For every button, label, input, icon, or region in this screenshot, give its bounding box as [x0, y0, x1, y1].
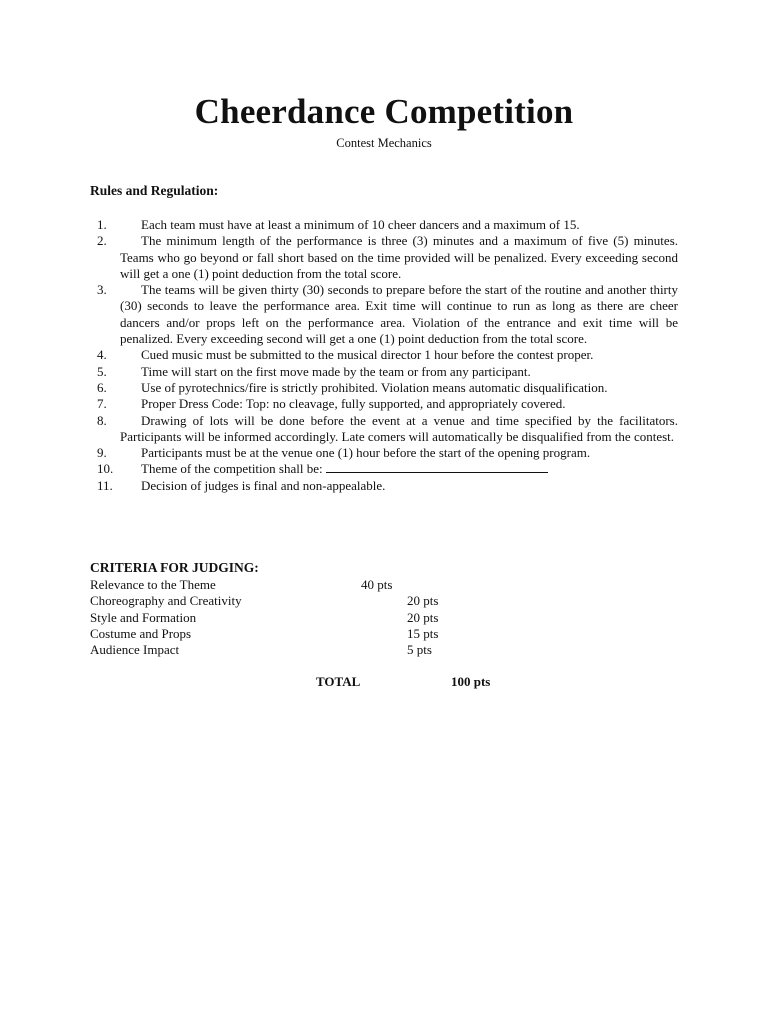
rule-text: Participants must be at the venue one (1) hour before the start of the opening program.	[141, 445, 591, 461]
criteria-points: 20 pts	[407, 609, 439, 625]
rules-heading: Rules and Regulation:	[90, 183, 219, 198]
rule-text: Time will start on the first move made by the team or from any participant.	[141, 363, 531, 379]
criteria-points: 40 pts	[361, 577, 393, 592]
criteria-name: Style and Formation	[90, 609, 197, 625]
theme-blank-line	[326, 461, 548, 473]
rule-text: Use of pyrotechnics/fire is strictly prohibited. Violation means automatic disqualification.	[141, 379, 608, 395]
criteria-points: 20 pts	[407, 593, 439, 609]
rule-text: Theme of the competition shall be:	[141, 461, 323, 477]
rules-list	[90, 217, 678, 494]
criteria-row	[90, 610, 490, 626]
criteria-heading: CRITERIA FOR JUDGING:	[90, 560, 259, 575]
criteria-row	[90, 593, 490, 609]
criteria-name: Choreography and Creativity	[90, 593, 242, 609]
rule-item	[90, 461, 678, 477]
total-label: TOTAL	[316, 674, 361, 689]
document-subtitle: Contest Mechanics	[336, 136, 432, 150]
criteria-points: 15 pts	[407, 625, 439, 641]
rule-item	[90, 217, 678, 233]
rule-text: The minimum length of the performance is three (3) minutes and a maximum of five (5) minutes. Teams who go beyond or fall short based on the time provided will be penalized. Every exceeding second will get a one (1) point deduction from the total score.	[120, 233, 678, 281]
rule-text: Drawing of lots will be done before the event at a venue and time specified by the facilitators. Participants will be informed accordingly. Late comers will automatically be disqualified from the contest.	[120, 412, 678, 444]
criteria-name: Audience Impact	[90, 642, 180, 658]
criteria-row	[90, 642, 490, 658]
rule-item	[90, 478, 678, 494]
criteria-name: Costume and Props	[90, 625, 192, 641]
rule-number: 10.	[97, 461, 114, 477]
rule-item	[90, 282, 678, 347]
rule-number: 2.	[97, 233, 107, 249]
rule-text: Proper Dress Code: Top: no cleavage, fully supported, and appropriately covered.	[141, 396, 566, 412]
rule-text: Each team must have at least a minimum of 10 cheer dancers and a maximum of 15.	[141, 217, 580, 232]
rule-number: 6.	[97, 379, 107, 395]
rule-number: 8.	[97, 412, 107, 428]
rule-number: 5.	[97, 363, 107, 379]
rule-text: Decision of judges is final and non-appealable.	[141, 477, 386, 493]
criteria-row	[90, 626, 490, 642]
criteria-points: 5 pts	[407, 642, 432, 658]
rule-item	[90, 233, 678, 282]
document-title: Cheerdance Competition	[194, 92, 574, 131]
rule-number: 3.	[97, 282, 107, 298]
criteria-row	[90, 577, 490, 593]
rule-item	[90, 413, 678, 446]
rule-text: The teams will be given thirty (30) seconds to prepare before the start of the routine and another thirty (30) seconds to leave the performance area. Exit time will continue to run as long as there are cheer dancers and/or props left on the performance area. Violation of the entrance and exit time will be penalized. Every exceeding second will get a one (1) point deduction from the total score.	[120, 282, 678, 347]
rule-item	[90, 445, 678, 461]
rule-text: Cued music must be submitted to the musical director 1 hour before the contest proper.	[141, 347, 594, 363]
rule-item	[90, 364, 678, 380]
rule-item	[90, 396, 678, 412]
total-value: 100 pts	[451, 674, 491, 689]
rule-item	[90, 347, 678, 363]
rule-number: 4.	[97, 347, 107, 363]
rule-number: 1.	[97, 217, 107, 232]
rule-item	[90, 380, 678, 396]
criteria-list	[90, 577, 490, 658]
criteria-name: Relevance to the Theme	[90, 577, 216, 592]
rule-number: 7.	[97, 396, 107, 412]
rule-number: 9.	[97, 445, 107, 461]
rule-number: 11.	[97, 477, 113, 493]
